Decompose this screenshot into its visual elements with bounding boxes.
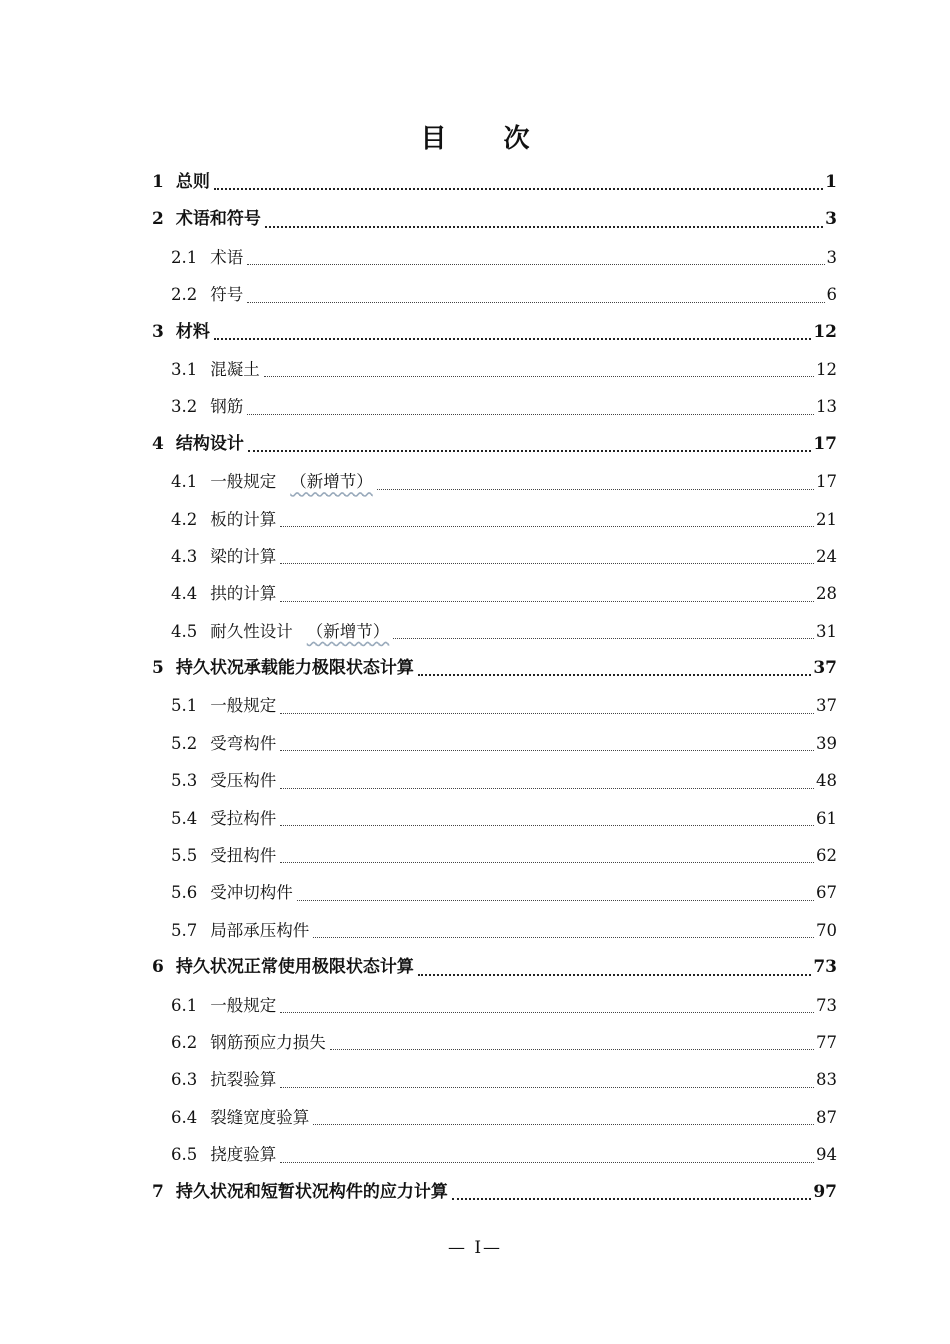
dot-leader — [247, 264, 824, 265]
toc-section-entry[interactable] — [152, 687, 837, 724]
entry-note: （新增节） — [290, 472, 373, 492]
toc-section-entry[interactable] — [152, 1136, 837, 1173]
entry-number: 6.5 — [171, 1145, 198, 1165]
entry-page-number: 37 — [813, 658, 837, 679]
entry-title: 梁的计算 — [210, 546, 277, 566]
entry-number: 5.4 — [171, 808, 198, 828]
dot-leader — [418, 974, 811, 976]
entry-number: 2.2 — [171, 285, 198, 305]
dot-leader — [297, 900, 814, 901]
entry-number: 5 — [152, 658, 164, 679]
entry-page-number: 39 — [816, 733, 837, 753]
entry-page-number: 12 — [813, 321, 837, 342]
entry-number: 4.1 — [171, 472, 198, 492]
entry-page-number: 13 — [816, 397, 837, 417]
toc-section-entry[interactable] — [152, 725, 837, 762]
entry-page-number: 73 — [816, 995, 837, 1015]
entry-number: 6.1 — [171, 995, 198, 1015]
entry-title: 裂缝宽度验算 — [210, 1107, 310, 1127]
toc-section-entry[interactable] — [152, 1024, 837, 1061]
entry-page-number: 62 — [816, 846, 837, 866]
dot-leader — [214, 338, 811, 340]
toc-section-entry[interactable] — [152, 987, 837, 1024]
entry-number: 3.2 — [171, 397, 198, 417]
entry-number: 4 — [152, 433, 164, 454]
toc-chapter-entry[interactable] — [152, 650, 837, 687]
entry-title: 板的计算 — [210, 509, 277, 529]
dot-leader — [264, 376, 814, 377]
entry-page-number: 67 — [816, 883, 837, 903]
dot-leader — [418, 674, 811, 676]
entry-number: 6.4 — [171, 1107, 198, 1127]
dot-leader — [280, 713, 814, 714]
dot-leader — [265, 226, 823, 228]
entry-title: 受扭构件 — [210, 846, 277, 866]
dot-leader — [247, 302, 824, 303]
entry-title: 挠度验算 — [210, 1145, 277, 1165]
toc-chapter-entry[interactable] — [152, 949, 837, 986]
dot-leader — [280, 1162, 814, 1163]
dot-leader — [313, 1124, 814, 1125]
dot-leader — [280, 601, 814, 602]
entry-number: 4.2 — [171, 509, 198, 529]
entry-number: 5.2 — [171, 733, 198, 753]
toc-section-entry[interactable] — [152, 613, 837, 650]
entry-number: 4.4 — [171, 584, 198, 604]
entry-title: 受压构件 — [210, 771, 277, 791]
entry-page-number: 87 — [816, 1107, 837, 1127]
entry-page-number: 1 — [825, 172, 837, 192]
entry-page-number: 48 — [816, 771, 837, 791]
toc-section-entry[interactable] — [152, 501, 837, 538]
entry-page-number: 61 — [816, 808, 837, 828]
entry-title: 术语和符号 — [175, 209, 261, 230]
toc-section-entry[interactable] — [152, 463, 837, 500]
dot-leader — [280, 526, 814, 527]
entry-number: 6.2 — [171, 1032, 198, 1052]
entry-title: 受冲切构件 — [210, 883, 293, 903]
entry-title: 局部承压构件 — [210, 920, 310, 940]
toc-section-entry[interactable] — [152, 837, 837, 874]
entry-page-number: 6 — [826, 285, 837, 305]
entry-page-number: 24 — [816, 546, 837, 566]
entry-page-number: 3 — [825, 209, 837, 230]
entry-page-number: 70 — [816, 920, 837, 940]
entry-page-number: 21 — [816, 509, 837, 529]
entry-page-number: 73 — [813, 957, 837, 978]
entry-page-number: 12 — [816, 359, 837, 379]
entry-number: 3 — [152, 321, 164, 342]
dot-leader — [452, 1198, 811, 1200]
entry-number: 5.6 — [171, 883, 198, 903]
entry-page-number: 77 — [816, 1032, 837, 1052]
entry-note: （新增节） — [306, 621, 390, 641]
toc-section-entry[interactable] — [152, 762, 837, 799]
dot-leader — [313, 937, 814, 938]
dot-leader — [280, 788, 814, 789]
dot-leader — [280, 1087, 814, 1088]
toc-section-entry[interactable] — [152, 1061, 837, 1098]
toc-section-entry[interactable] — [152, 538, 837, 575]
entry-number: 4.5 — [171, 621, 198, 641]
entry-title: 拱的计算 — [210, 584, 277, 604]
entry-number: 7 — [152, 1181, 164, 1202]
entry-title: 受弯构件 — [210, 733, 277, 753]
toc-section-entry[interactable] — [152, 351, 837, 388]
toc-chapter-entry[interactable] — [152, 201, 837, 238]
entry-number: 2 — [152, 209, 164, 230]
toc-section-entry[interactable] — [152, 575, 837, 612]
dot-leader — [393, 638, 814, 639]
dot-leader — [377, 489, 814, 490]
dot-leader — [330, 1049, 814, 1050]
entry-title: 总则 — [175, 172, 210, 192]
toc-section-entry[interactable] — [152, 276, 837, 313]
toc-chapter-entry[interactable] — [152, 164, 837, 201]
dot-leader — [247, 414, 814, 415]
dot-leader — [214, 188, 823, 190]
entry-title: 耐久性设计 — [210, 621, 293, 641]
entry-page-number: 31 — [816, 621, 837, 641]
dot-leader — [280, 1012, 814, 1013]
entry-title: 钢筋 — [210, 397, 244, 417]
entry-title: 一般规定 — [210, 472, 277, 492]
entry-number: 5.3 — [171, 771, 198, 791]
toc-section-entry[interactable] — [152, 1099, 837, 1136]
entry-title: 持久状况承载能力极限状态计算 — [175, 658, 414, 679]
dot-leader — [280, 563, 814, 564]
entry-page-number: 37 — [816, 696, 837, 716]
toc-chapter-entry[interactable] — [152, 426, 837, 463]
entry-number: 5.7 — [171, 920, 198, 940]
entry-title: 抗裂验算 — [210, 1070, 277, 1090]
toc-section-entry[interactable] — [152, 800, 837, 837]
entry-title: 材料 — [175, 321, 210, 342]
entry-title: 一般规定 — [210, 696, 277, 716]
dot-leader — [248, 450, 811, 452]
entry-number: 2.1 — [171, 247, 198, 267]
entry-page-number: 17 — [816, 472, 837, 492]
page-footer: — I— — [447, 1238, 503, 1258]
entry-page-number: 28 — [816, 584, 837, 604]
toc-chapter-entry[interactable] — [152, 1174, 837, 1211]
table-of-contents — [152, 164, 837, 1211]
toc-title: 目 次 — [420, 124, 554, 154]
entry-page-number: 94 — [816, 1145, 837, 1165]
entry-title: 一般规定 — [210, 995, 277, 1015]
toc-section-entry[interactable] — [152, 388, 837, 425]
entry-number: 3.1 — [171, 359, 198, 379]
entry-number: 5.1 — [171, 696, 198, 716]
dot-leader — [280, 862, 814, 863]
entry-title: 钢筋预应力损失 — [210, 1032, 326, 1052]
dot-leader — [280, 825, 814, 826]
entry-title: 持久状况正常使用极限状态计算 — [175, 957, 414, 978]
entry-number: 6.3 — [171, 1070, 198, 1090]
entry-page-number: 3 — [826, 247, 837, 267]
entry-title: 受拉构件 — [210, 808, 277, 828]
toc-section-entry[interactable] — [152, 912, 837, 949]
entry-page-number: 97 — [813, 1181, 837, 1202]
dot-leader — [280, 750, 814, 751]
entry-number: 5.5 — [171, 846, 198, 866]
entry-title: 术语 — [210, 247, 244, 267]
entry-number: 1 — [152, 172, 164, 192]
entry-title: 混凝土 — [210, 359, 260, 379]
entry-title: 结构设计 — [175, 433, 244, 454]
toc-chapter-entry[interactable] — [152, 314, 837, 351]
entry-number: 4.3 — [171, 546, 198, 566]
entry-title: 符号 — [210, 285, 244, 305]
toc-section-entry[interactable] — [152, 239, 837, 276]
toc-section-entry[interactable] — [152, 874, 837, 911]
entry-number: 6 — [152, 957, 164, 978]
entry-title: 持久状况和短暂状况构件的应力计算 — [175, 1181, 448, 1202]
entry-page-number: 17 — [813, 433, 837, 454]
entry-page-number: 83 — [816, 1070, 837, 1090]
